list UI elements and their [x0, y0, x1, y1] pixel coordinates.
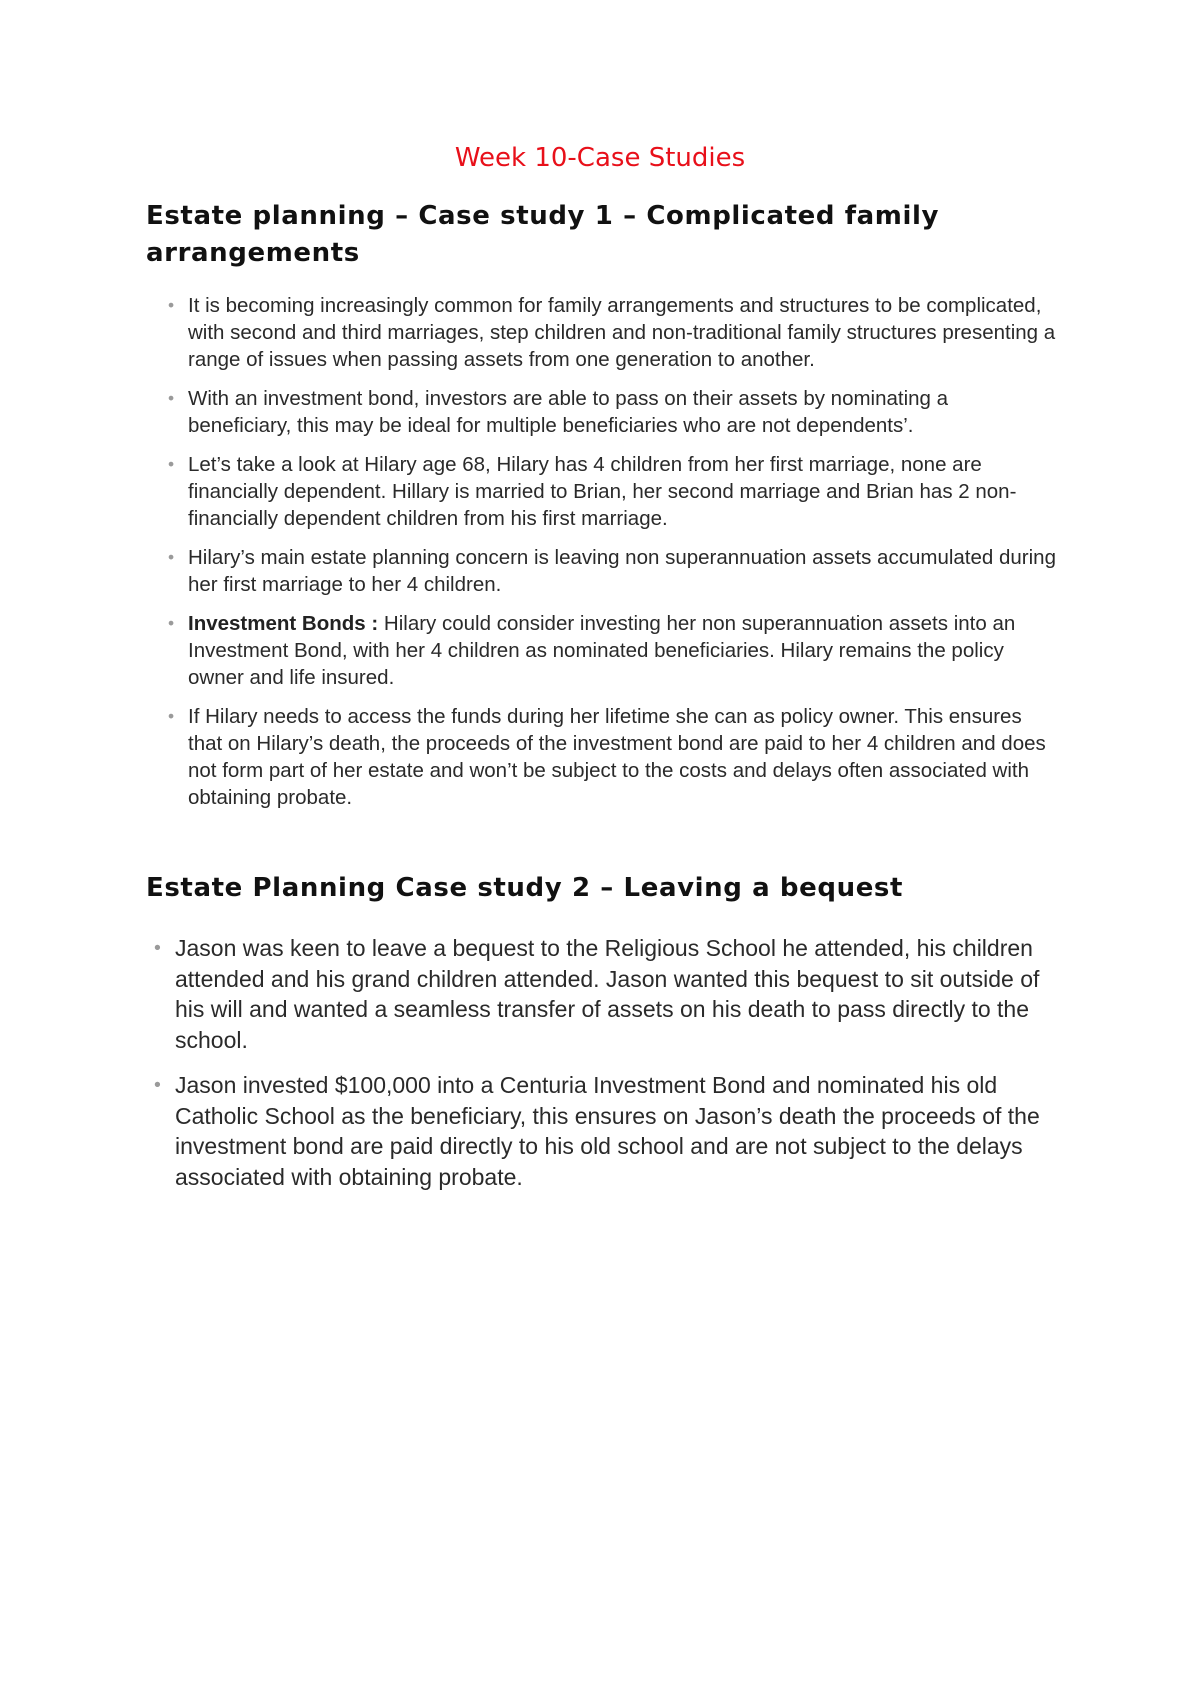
list-item	[166, 292, 1056, 373]
list-item	[166, 703, 1056, 811]
bullet-icon: •	[154, 1074, 161, 1096]
list-item-text: With an investment bond, investors are able to pass on their assets by nominating a beneficiary, this may be ideal for multiple beneficiaries who are not dependents’.	[188, 387, 949, 437]
bullet-icon: •	[168, 613, 175, 633]
bullet-icon: •	[168, 454, 175, 474]
section-1-bullet-list	[166, 292, 1056, 823]
list-item-text: Hilary’s main estate planning concern is leaving non superannuation assets accumulated during her first marriage to her 4 children.	[188, 546, 1056, 596]
bullet-icon: •	[154, 937, 161, 959]
list-item-text: Jason invested $100,000 into a Centuria Investment Bond and nominated his old Catholic School as the beneficiary, this ensures on Jason’s death the proceeds of the investment bond are paid directly to his old school and are not subject to the delays associated with obtaining probate.	[175, 1072, 1040, 1190]
list-item	[166, 610, 1056, 691]
list-item-text: Let’s take a look at Hilary age 68, Hilary has 4 children from her first marriage, none are financially dependent. Hillary is married to Brian, her second marriage and Brian has 2 non-financially dependent children from his first marriage.	[188, 453, 1017, 530]
bullet-icon: •	[168, 388, 175, 408]
list-item-bold-lead: Investment Bonds :	[188, 612, 379, 635]
section-2-heading: Estate Planning Case study 2 – Leaving a bequest	[146, 873, 904, 903]
list-item	[152, 933, 1052, 1055]
bullet-icon: •	[168, 295, 175, 315]
list-item-text: It is becoming increasingly common for family arrangements and structures to be complicated, with second and third marriages, step children and non-traditional family structures presenting a range of issues when passing assets from one generation to another.	[188, 294, 1056, 371]
list-item-text: If Hilary needs to access the funds during her lifetime she can as policy owner. This ensures that on Hilary’s death, the proceeds of the investment bond are paid to her 4 children and does not form part of her estate and won’t be subject to the costs and delays often associated with obtaining probate.	[188, 705, 1046, 809]
document-title: Week 10-Case Studies	[454, 143, 746, 173]
list-item	[166, 385, 1056, 439]
section-1-heading: Estate planning – Case study 1 – Complicated family arrangements	[146, 201, 940, 268]
list-item	[166, 544, 1056, 598]
list-item-text: Jason was keen to leave a bequest to the Religious School he attended, his children attended and his grand children attended. Jason wanted this bequest to sit outside of his will and wanted a seamless transfer of assets on his death to pass directly to the school.	[175, 935, 1040, 1053]
list-item	[152, 1070, 1052, 1192]
list-item-text: Hilary could consider investing her non superannuation assets into an Investment Bond, with her 4 children as nominated beneficiaries. Hilary remains the policy owner and life insured.	[188, 612, 1016, 689]
bullet-icon: •	[168, 547, 175, 567]
section-2-bullet-list	[152, 933, 1052, 1207]
list-item	[166, 451, 1056, 532]
bullet-icon: •	[168, 706, 175, 726]
